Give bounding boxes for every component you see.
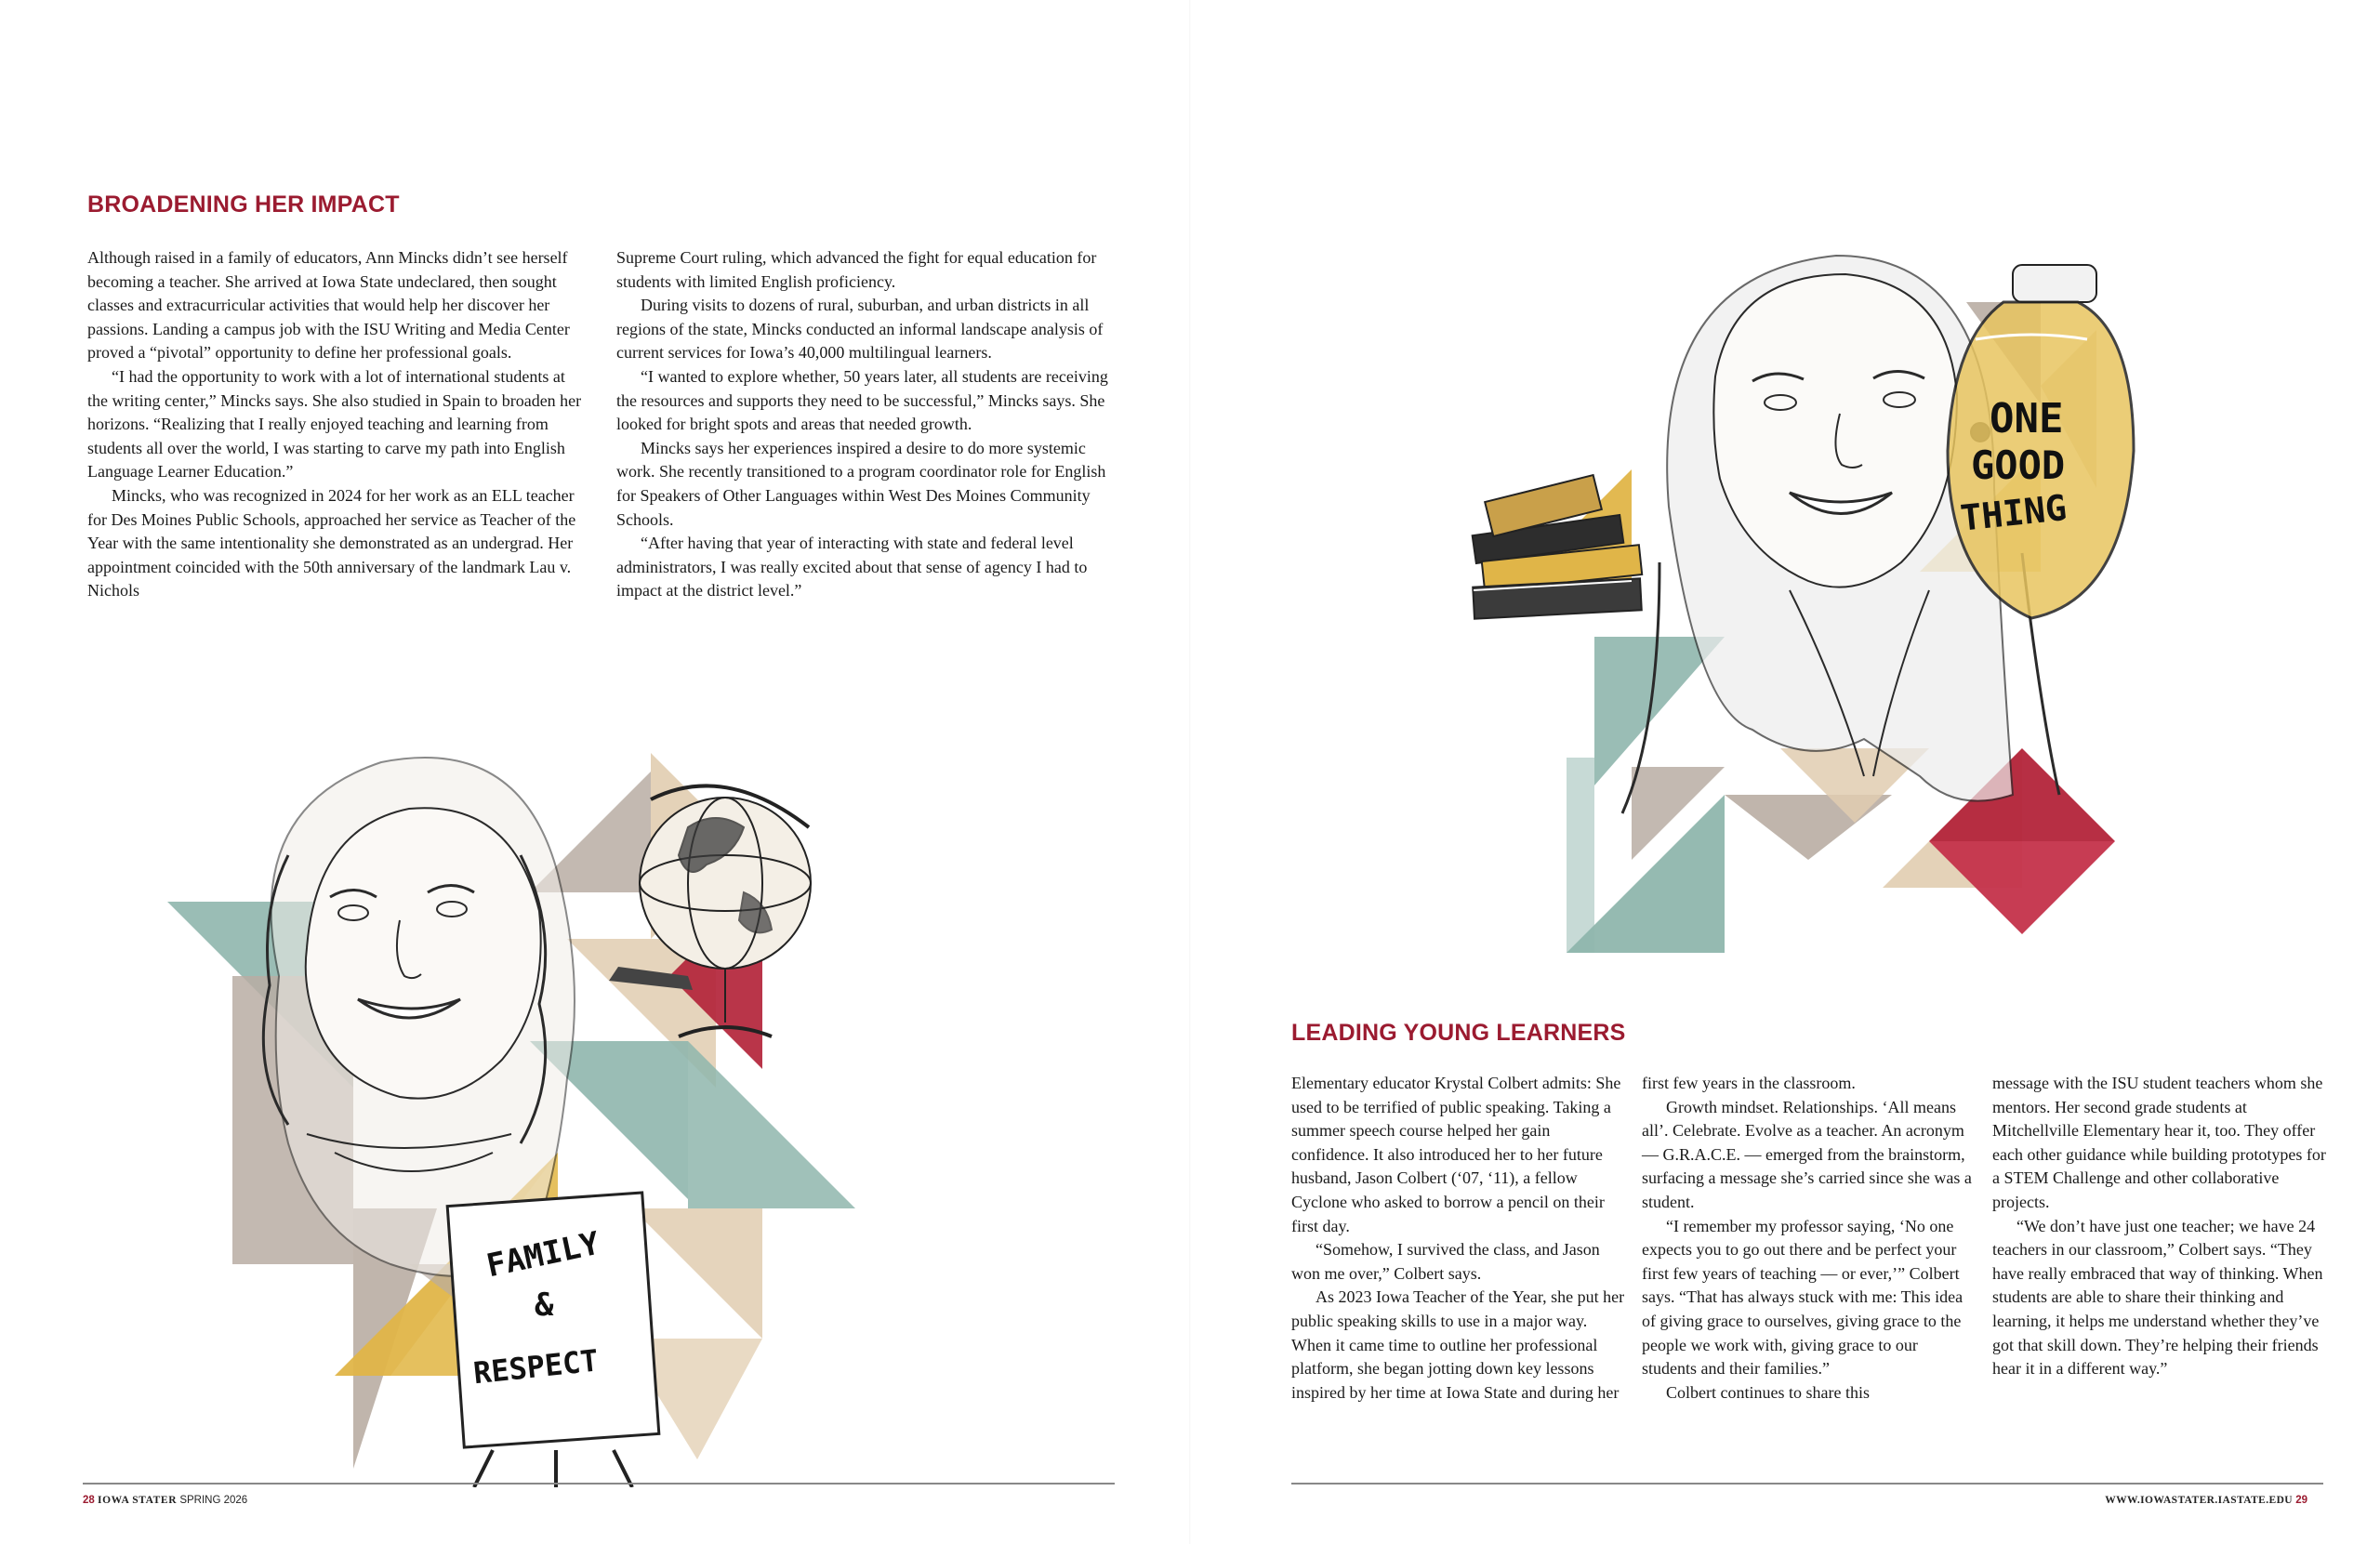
- teal-bar: [1567, 758, 1594, 953]
- paragraph: first few years in the classroom.: [1642, 1074, 1856, 1092]
- paragraph: Colbert continues to share this: [1666, 1382, 1870, 1402]
- paragraph: Supreme Court ruling, which advanced the fight for equal education for students with limited English proficiency.: [616, 248, 1097, 291]
- right-column-3: [1992, 1072, 2327, 1381]
- jar-word-one: ONE: [1990, 395, 2064, 442]
- one-good-thing-jar: [1948, 265, 2134, 618]
- magazine-url: WWW.IOWASTATER.IASTATE.EDU: [2105, 1495, 2293, 1506]
- section-title-right: LEADING YOUNG LEARNERS: [1291, 1020, 1626, 1046]
- section-title-left: BROADENING HER IMPACT: [87, 191, 400, 218]
- sign-word-family: FAMILY: [483, 1224, 603, 1286]
- footer-rule-right: [1291, 1483, 2323, 1485]
- paragraph: Growth mindset. Relationships. ‘All means all’. Celebrate. Evolve as a teacher. An acronym — G.R.A.C.E. — emerged from the brainstorm, surfacing a message she’s carried since she was a student.: [1642, 1097, 1972, 1211]
- sign-ampersand: &: [535, 1287, 554, 1324]
- paragraph: message with the ISU student teachers whom she mentors. Her second grade students at Mitchellville Elementary hear it, too. They offer each other guidance while building prototypes for a STEM Challenge and other collaborative projects.: [1992, 1074, 2326, 1211]
- paragraph: As 2023 Iowa Teacher of the Year, she put her public speaking skills to use in a major way. When it came time to outline her professional platform, she began jotting down key lessons inspired by her time at Iowa State and during her: [1291, 1287, 1625, 1402]
- issue-label: SPRING 2026: [179, 1495, 248, 1506]
- paragraph: “I wanted to explore whether, 50 years later, all students are receiving the resources and supports they need to be successful,” Mincks says. She looked for bright spots and areas that needed growth.: [616, 366, 1108, 434]
- footer-rule-left: [83, 1483, 1115, 1485]
- jar-word-thing: THING: [1958, 486, 2069, 539]
- paragraph: “I had the opportunity to work with a lot of international students at the writing center,” Mincks says. She also studied in Spain to broaden her horizons. “Realizing that I really enjoyed teaching and learning from students all over the world, I was starting to carve my path into English Language Learner Education.”: [87, 366, 582, 482]
- paragraph: Although raised in a family of educators, Ann Mincks didn’t see herself becoming a teacher. She arrived at Iowa State undeclared, then sought classes and extracurricular activities that would help her discover her passions. Landing a campus job with the ISU Writing and Media Center proved a “pivotal” opportunity to define her professional goals.: [87, 248, 570, 363]
- paragraph: “After having that year of interacting with state and federal level administrators, I was really excited about that sense of agency I had to impact at the district level.”: [616, 534, 1088, 600]
- right-column-1: [1291, 1072, 1626, 1405]
- jar-word-good: GOOD: [1971, 442, 2066, 488]
- left-column-2: [616, 246, 1126, 603]
- paragraph: During visits to dozens of rural, suburban, and urban districts in all regions of the state, Mincks conducted an informal landscape analysis of current services for Iowa’s 40,000 multilingual learners.: [616, 296, 1104, 363]
- paragraph: “Somehow, I survived the class, and Jason won me over,” Colbert says.: [1291, 1240, 1600, 1283]
- page-number-left: 28: [83, 1495, 95, 1506]
- folio-left: [83, 1495, 247, 1506]
- right-page: [1190, 0, 2380, 1544]
- left-column-1: [87, 246, 585, 603]
- portrait-illustration-mincks: [167, 669, 1051, 1487]
- teal-right: [688, 1041, 855, 1208]
- magazine-name: IOWA STATER: [98, 1495, 178, 1506]
- page-number-right: 29: [2295, 1495, 2307, 1506]
- paragraph: “We don’t have just one teacher; we have 24 teachers in our classroom,” Colbert says. “They have really embraced that way of thinking. When students are able to share their thinking and learning, it helps me understand whether they’ve got that skill down. They’re helping their friends hear it in a different way.”: [1992, 1216, 2323, 1379]
- folio-right: [2105, 1495, 2307, 1506]
- portrait-illustration-colbert: [1446, 153, 2162, 971]
- right-column-2: [1642, 1072, 1977, 1405]
- paragraph: Mincks says her experiences inspired a desire to do more systemic work. She recently transitioned to a program coordinator role for English for Speakers of Other Languages within West Des Moines Community Schools.: [616, 438, 1106, 529]
- paragraph: Mincks, who was recognized in 2024 for her work as an ELL teacher for Des Moines Public Schools, approached her service as Teacher of the Year with the same intentionality she demonstrated as an undergrad. Her appointment coincided with the 50th anniversary of the landmark Lau v. Nichols: [87, 485, 576, 600]
- paragraph: “I remember my professor saying, ‘No one expects you to go out there and be perfect your first few years of teaching — or ever,’” Colbert says. “That has always stuck with me: This idea of giving grace to ourselves, giving grace to the people we work with, giving grace to our students and their families.”: [1642, 1216, 1964, 1379]
- sign-word-respect: RESPECT: [471, 1342, 601, 1392]
- paragraph: Elementary educator Krystal Colbert admits: She used to be terrified of public speaking. Taking a summer speech course helped her gain confidence. It also introduced her to her future husband, Jason Colbert (‘07, ‘11), a fellow Cyclone who asked to borrow a pencil on their first day.: [1291, 1074, 1621, 1235]
